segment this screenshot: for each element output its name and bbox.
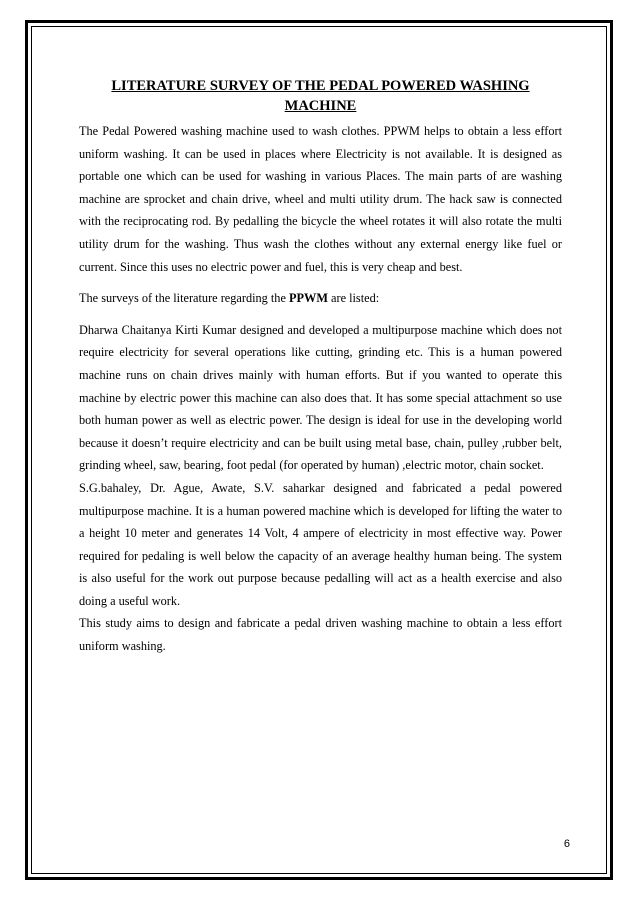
page-title: LITERATURE SURVEY OF THE PEDAL POWERED WASHING MACHINE <box>111 78 530 114</box>
document-body <box>79 76 562 658</box>
paragraph-gap <box>79 310 562 319</box>
survey-paragraph-2: S.G.bahaley, Dr. Ague, Awate, S.V. saharkar designed and fabricated a pedal powered multipurpose machine. It is a human powered machine which is developed for lifting the water to a height 10 meter and generates 14 Volt, 4 ampere of electricity in most effective way. Power required for pedaling is well below the capacity of an average healthy human being. The system is also useful for the work out purpose because pedalling will act as a health exercise and also doing a useful work. <box>79 480 562 608</box>
survey-intro-acronym: PPWM <box>289 291 328 306</box>
survey-intro-suffix: are listed: <box>327 291 380 306</box>
conclusion-paragraph: This study aims to design and fabricate a pedal driven washing machine to obtain a less effort uniform washing. <box>79 616 562 654</box>
survey-paragraph-1: Dharwa Chaitanya Kirti Kumar designed and developed a multipurpose machine which does not require electricity for several operations like cutting, grinding etc. This is a human powered machine runs on chain drives mainly with human efforts. But if you wanted to operate this machine by electric power this machine can also does that. It has some special attachment so use both human power as well as electric power. The design is ideal for use in the developing world because it doesn’t require electricity and can be built using metal base, chain, pulley ,rubber belt, grinding wheel, saw, bearing, foot pedal (for operated by human) ,electric motor, chain socket. <box>79 322 562 473</box>
survey-intro-prefix: The surveys of the literature regarding the <box>79 291 289 306</box>
paragraph-gap <box>79 278 562 287</box>
intro-paragraph: The Pedal Powered washing machine used to wash clothes. PPWM helps to obtain a less effort uniform washing. It can be used in places where Electricity is not available. It is designed as portable one which can be used for washing in various Places. The main parts of are washing machine are sprocket and chain drive, wheel and multi utility drum. The hack saw is connected with the reciprocating rod. By pedalling the bicycle the wheel rotates it will also rotate the multi utility drum for the washing. Thus wash the clothes without any external energy like fuel or current. Since this uses no electric power and fuel, this is very cheap and best. <box>79 124 562 274</box>
survey-intro-paragraph <box>79 287 562 310</box>
page-number: 6 <box>563 838 570 850</box>
